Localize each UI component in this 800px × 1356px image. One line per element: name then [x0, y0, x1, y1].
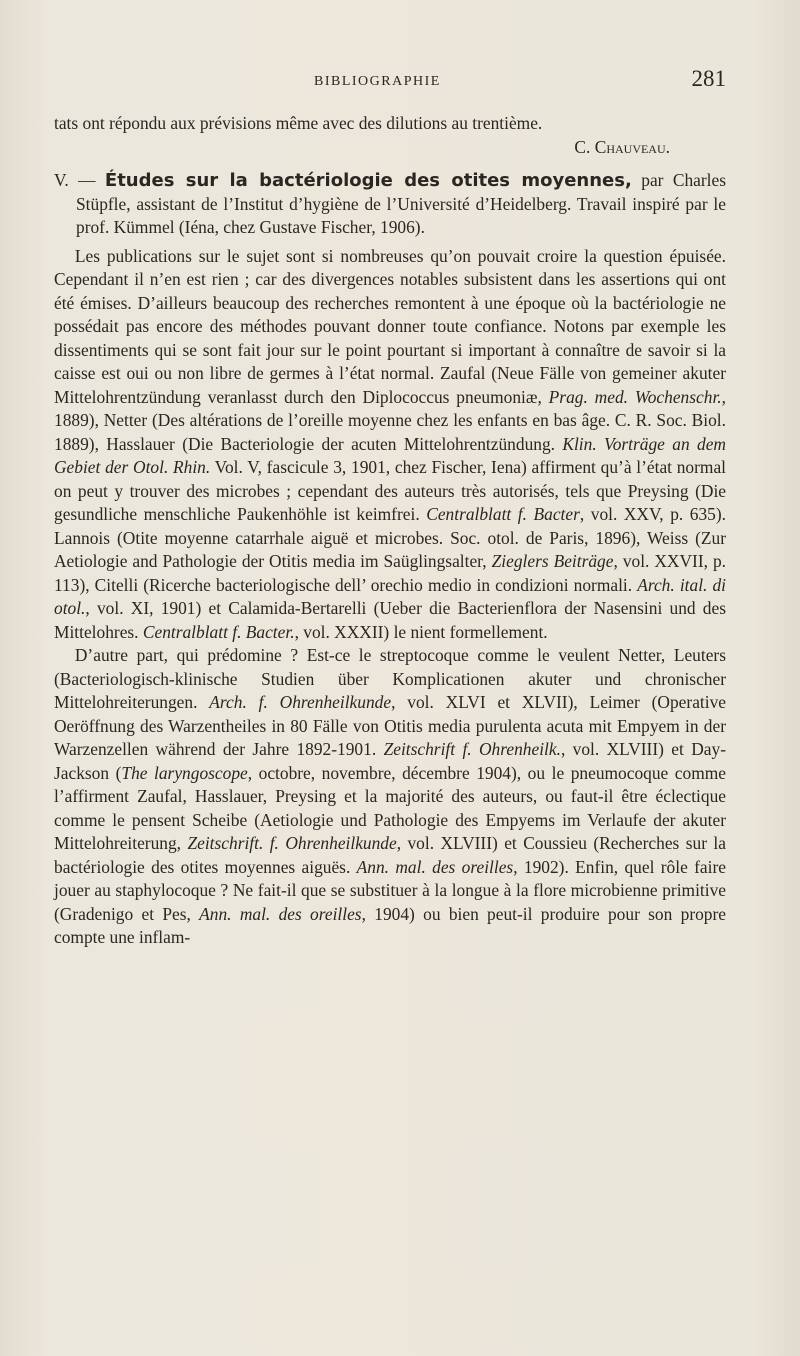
text-run: , vol. XXXII) le nient formellement. — [294, 621, 548, 642]
text-run: , vol. XXV, p. 635). Lannois (Otite moyenne catarrhale aiguë et microbes. Soc. otol. de Paris, 1896), Weiss (Zur Aetiologie and Pathologie der Otitis media im Saüglingsalter, — [54, 504, 727, 571]
text-run: D’autre part, qui prédomine ? Est-ce le streptocoque comme le veulent Netter, Leuters (Bacteriologisch-klinische Studien über Komplicationen akuter und chronischer Mittelohreiterungen. — [54, 645, 726, 712]
entry-title: Études sur la bactériologie des otites moyennes, — [104, 170, 632, 191]
citation-title: Zieglers Beiträge — [491, 551, 614, 571]
text-run: , vol. XLVI et XLVII), Leimer (Operative Oeröffnung des Warzentheiles in 80 Fälle von Otitis media purulenta acuta mit Empyem in der Warzenzellen während der Jahre 1892-1901. — [54, 692, 726, 759]
text-run: , vol. XLVIII) et Coussieu (Recherches sur la bactériologie des otites moyennes aiguës. — [54, 833, 726, 877]
citation-title: Ann. mal. des oreilles — [199, 903, 362, 924]
text-run: , 1889), Netter (Des altérations de l’oreille moyenne chez les enfants en bas âge. C. R. Soc. Biol. 1889), Hasslauer (Die Bacteriologie der acuten Mittelohrentzündung. — [54, 386, 726, 454]
text-run: , 1904) ou bien peut-il produire pour son propre compte une inflam- — [54, 903, 727, 947]
text-run: Vol. V, fascicule 3, 1901, chez Fischer, Iena) affirment qu’à l’état normal on peut y trouver des microbes ; cependant des auteurs très autorisés, tels que Preysing (Die gesundliche menschliche Paukenhöhle ist keimfrei. — [54, 457, 727, 524]
paragraph-1 — [54, 245, 726, 645]
page-header — [56, 66, 726, 102]
previous-item-end: tats ont répondu aux prévisions même avec des dilutions au trentième. — [54, 113, 543, 133]
text-run: , 1902). Enfin, quel rôle faire jouer au staphylocoque ? Ne fait-il que se substituer à la longue à la flore microbienne primitive (Gradenigo et Pes, — [54, 856, 726, 924]
citation-title: Arch. f. Ohrenheilkunde — [209, 692, 392, 712]
text-run: , octobre, novembre, décembre 1904), ou le pneumocoque comme l’affirment Zaufal, Hasslauer, Preysing et la majorité des auteurs, ou faut-il être éclectique comme le pensent Scheibe (Aetiologie und Pathologie des Empyems im Verlaufe der akuter Mittelohreiterung, — [54, 762, 726, 853]
page-number: 281 — [691, 66, 726, 91]
text-run: , vol. XI, 1901) et Calamida-Bertarelli (Ueber die Bacterienflora der Nasensini und des Mittelohres. — [54, 598, 726, 642]
citation-title: Centralblatt f. Bacter. — [142, 621, 295, 642]
citation-title: Zeitschrift. f. Ohrenheilkunde — [187, 833, 397, 853]
entry-byline: par Charles Stüpfle, assistant de l’Institut d’hygiène de l’Université d’Heidelberg. Travail inspiré par le prof. Kümmel (Iéna, chez Gustave Fischer, 1906). — [76, 170, 726, 237]
running-title: BIBLIOGRAPHIE — [314, 74, 441, 89]
citation-title: Klin. Vorträge an dem Gebiet der Otol. Rhin. — [54, 433, 726, 477]
citation-title: Zeitschrift f. Ohrenheilk. — [383, 739, 561, 759]
previous-item-signature: C. Chauveau. — [574, 136, 670, 157]
text-run: , vol. XXVII, p. 113), Citelli (Ricerche bacteriologische dell’ orechio medio in condizioni normali. — [54, 551, 726, 595]
citation-title: Arch. ital. di otol. — [54, 574, 726, 618]
citation-title: Prag. med. Wochenschr. — [548, 386, 722, 407]
text-run: Les publications sur le sujet sont si nombreuses qu’on pouvait croire la question épuisée. Cependant il n’en est rien ; car des divergences notables subsistent dans les assertions qui ont été émises. D’ailleurs beaucoup des recherches remontent à une époque où la bactériologie ne possédait pas encore des méthodes pouvant donner toute confiance. Notons par exemple les dissentiments qui se sont fait jour sur le point pourtant si important à connaître de savoir si la caisse est oui ou non libre de germes à l’état normal. Zaufal (Neue Fälle von gemeiner akuter Mittelohrentzündung veranlasst durch den Diplococcus pneumoniæ, — [54, 245, 726, 407]
bibliography-entry — [54, 169, 726, 240]
paragraph-2 — [54, 644, 726, 950]
citation-title: Centralblatt f. Bacter — [426, 504, 580, 524]
citation-title: Ann. mal. des oreilles — [356, 856, 514, 877]
entry-number: V. — — [54, 170, 96, 190]
page-body — [54, 112, 726, 950]
text-run: , vol. XLVIII) et Day-Jackson ( — [54, 739, 726, 783]
citation-title: The laryngoscope — [121, 762, 248, 783]
